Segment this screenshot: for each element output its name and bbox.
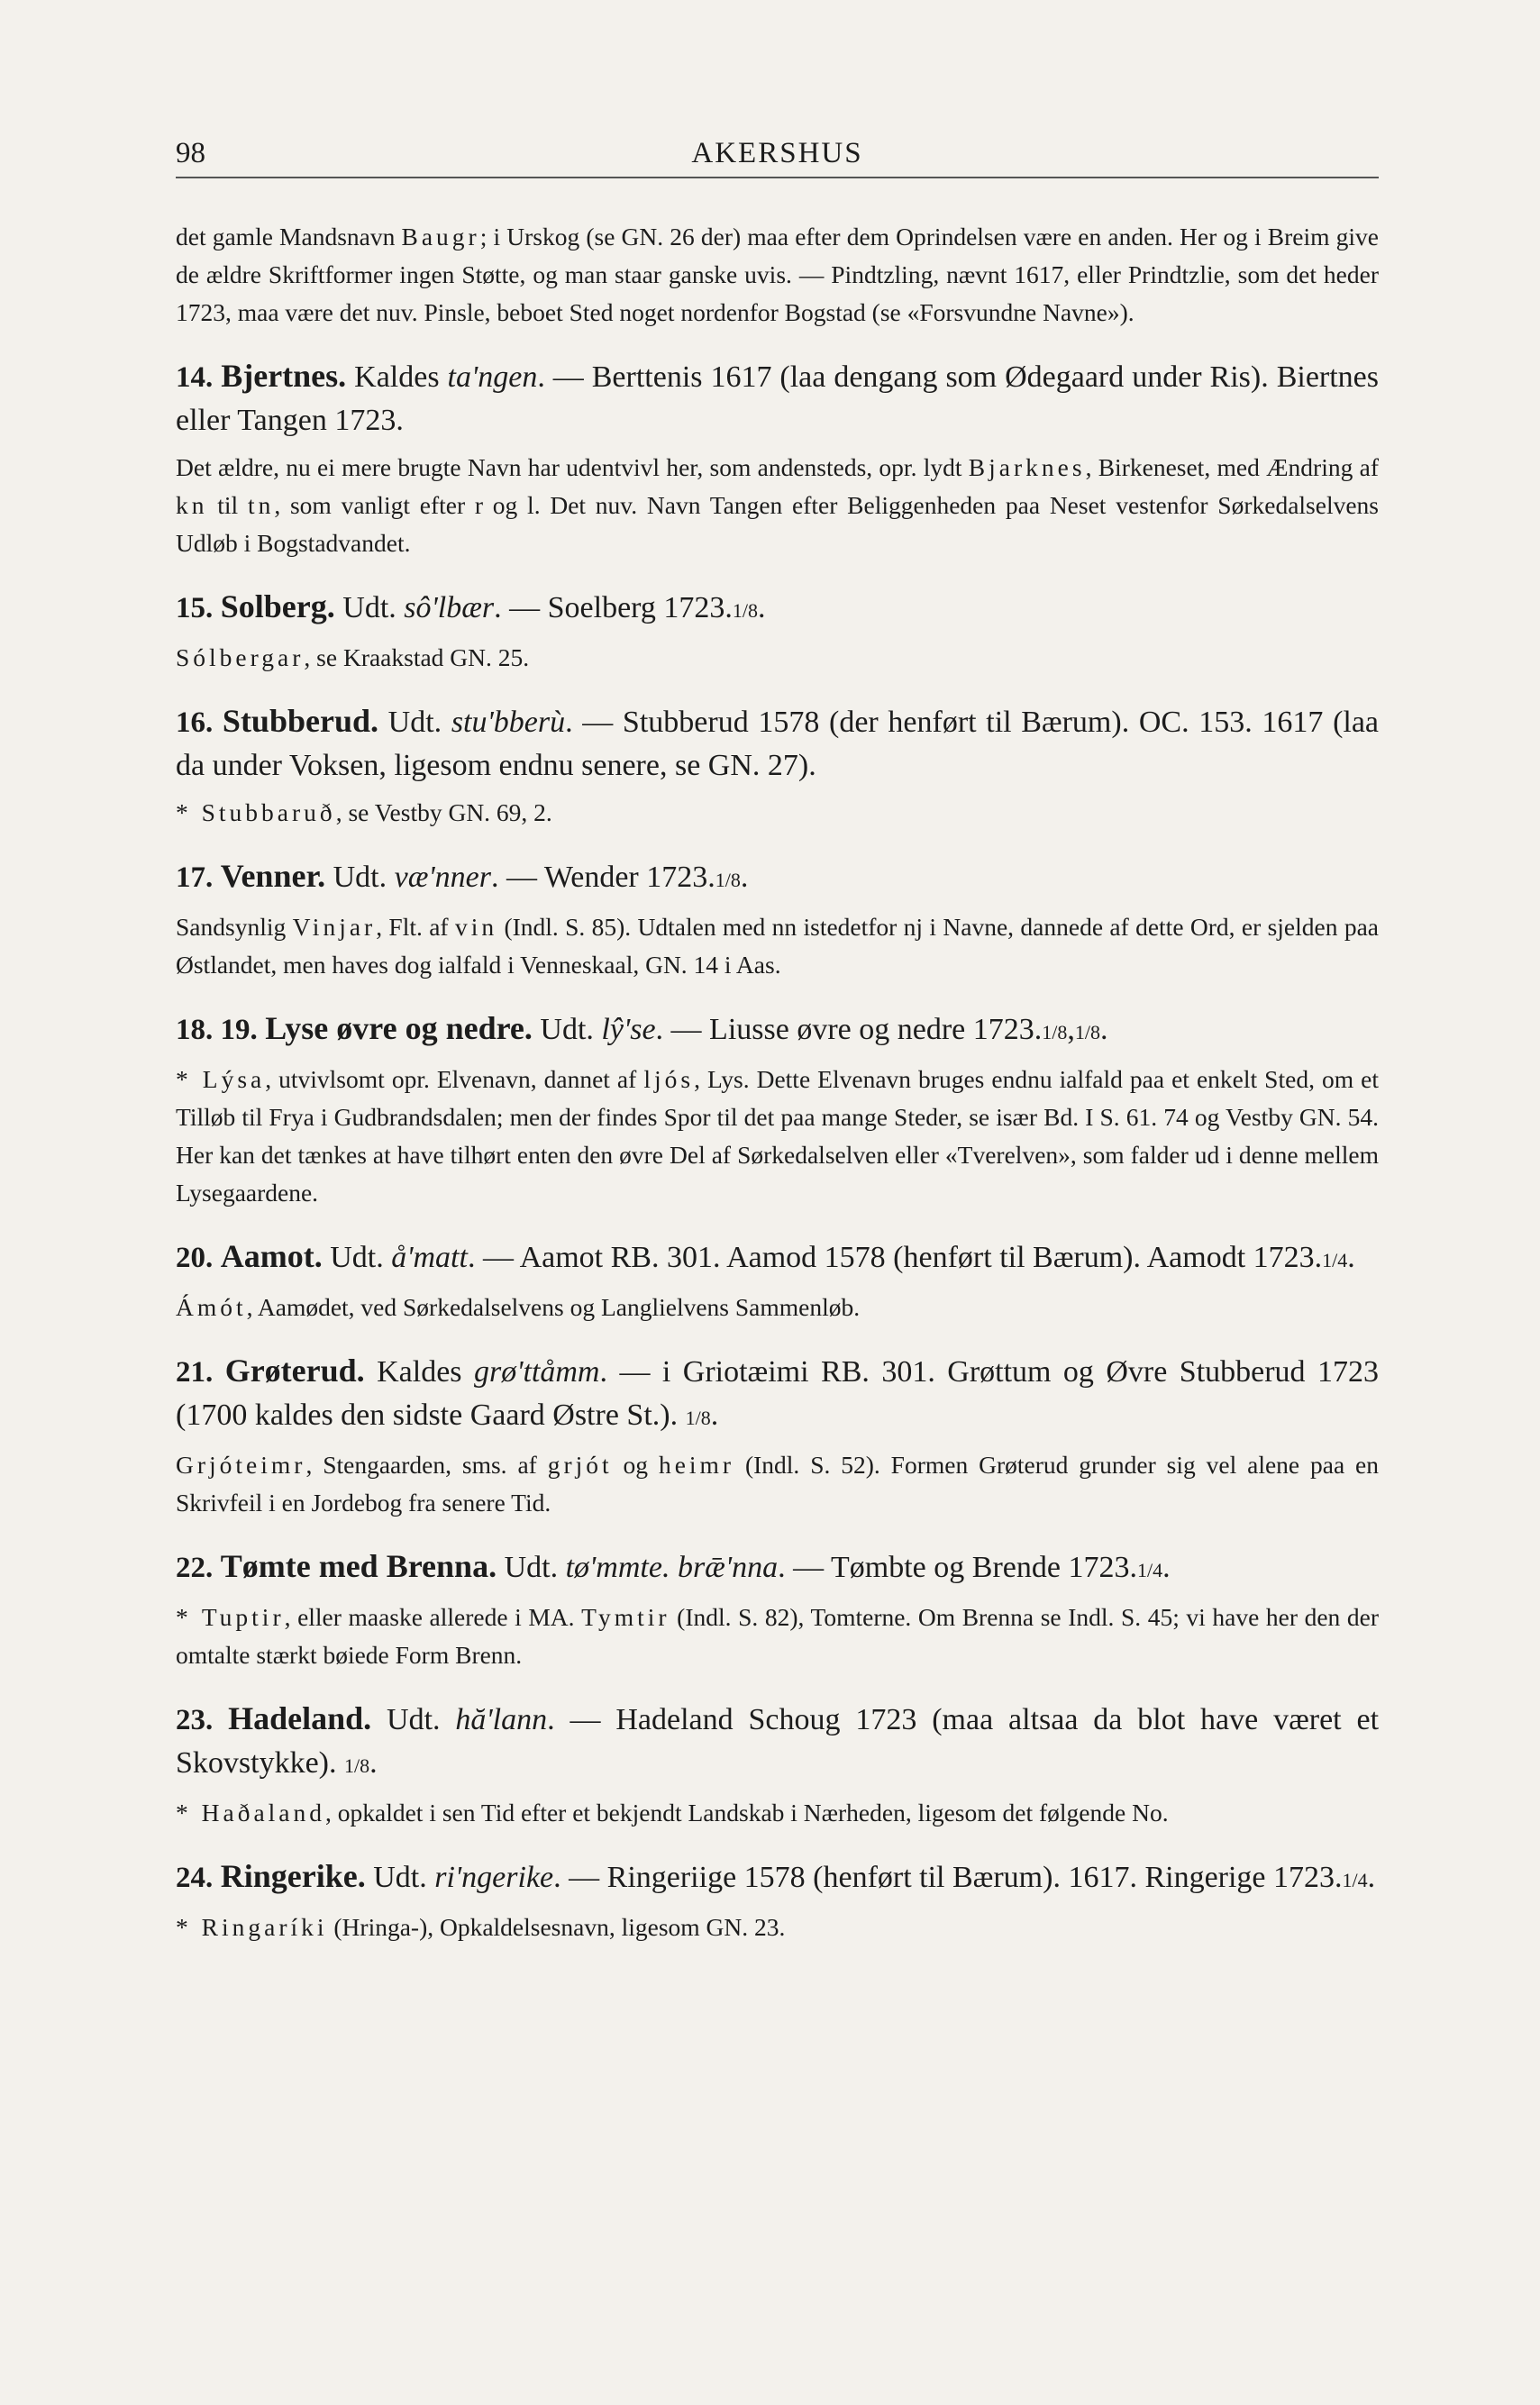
entry-18-19-heading: 18. 19. Lyse øvre og nedre. Udt. lŷ'se. — Liusse øvre og nedre 1723.1/8,1/8. xyxy=(176,1010,1108,1046)
entry-18-19-note: * Lýsa, utvivlsomt opr. Elvenavn, dannet af ljós, Lys. Dette Elvenavn bruges endnu ialfald paa et enkelt Sted, om et Tilløb til Frya i Gudbrandsdalen; men der findes Spor til det paa mange Steder, se især Bd. I S. 61. 74 og Vestby GN. 54. Her kan det tænkes at have tilhørt enten den øvre Del af Sørkedalselven eller «Tverelven», som falder ud i denne mellem Lysegaardene. xyxy=(176,1065,1379,1207)
entry-15-heading: 15. Solberg. Udt. sô'lbær. — Soelberg 1723.1/8. xyxy=(176,588,766,624)
entry-20-note: Ámót, Aamødet, ved Sørkedalselvens og Langlielvens Sammenløb. xyxy=(176,1293,861,1321)
entry-23-heading: 23. Hadeland. Udt. hă'lann. — Hadeland Schoug 1723 (maa altsaa da blot have været et Skovstykke). 1/8. xyxy=(176,1700,1380,1780)
entry-23-note: * Haðaland, opkaldet i sen Tid efter et bekjendt Landskab i Nærheden, ligesom det følgende No. xyxy=(176,1799,1169,1827)
entry-22-note: * Tuptir, eller maaske allerede i MA. Tymtir (Indl. S. 82), Tomterne. Om Brenna se Indl. S. 45; vi have her den der omtalte stærkt bøiede Form Brenn. xyxy=(176,1603,1379,1669)
entry-16-note: * Stubbaruð, se Vestby GN. 69, 2. xyxy=(176,798,552,826)
entry-21-heading: 21. Grøterud. Kaldes grø'ttåmm. — i Griotæimi RB. 301. Grøttum og Øvre Stubberud 1723 (1700 kaldes den sidste Gaard Østre St.). 1/8. xyxy=(176,1353,1379,1432)
page xyxy=(176,135,1379,1946)
entry-24-heading: 24. Ringerike. Udt. ri'ngerike. — Ringeriige 1578 (henført til Bærum). 1617. Ringerige 1723.1/4. xyxy=(176,1858,1376,1894)
intro-paragraph: det gamle Mandsnavn Baugr; i Urskog (se GN. 26 der) maa efter dem Oprindelsen være en anden. Her og i Breim give de ældre Skriftformer ingen Støtte, og man staar ganske uvis. — Pindtzling, nævnt 1617, eller Prindtzlie, som det heder 1723, maa være det nuv. Pinsle, beboet Sted noget nordenfor Bogstad (se «Forsvundne Navne»). xyxy=(176,223,1379,326)
entry-22-heading: 22. Tømte med Brenna. Udt. tø'mmte. brǣ'nna. — Tømbte og Brende 1723.1/4. xyxy=(176,1548,1171,1584)
entry-24-note: * Ringaríki (Hringa-), Opkaldelsesnavn, ligesom GN. 23. xyxy=(176,1913,786,1941)
page-content xyxy=(176,218,1379,1946)
entry-17-heading: 17. Venner. Udt. væ'nner. — Wender 1723.1/8. xyxy=(176,858,749,894)
running-head: AKERSHUS xyxy=(691,137,863,169)
entry-14-note: Det ældre, nu ei mere brugte Navn har udentvivl her, som andensteds, opr. lydt Bjarknes, Birkeneset, med Ændring af kn til tn, som vanligt efter r og l. Det nuv. Navn Tangen efter Beliggenheden paa Neset vestenfor Sørkedalselvens Udløb i Bogstadvandet. xyxy=(176,453,1379,557)
entry-16-heading: 16. Stubberud. Udt. stu'bberù. — Stubberud 1578 (der henført til Bærum). OC. 153. 1617 (laa da under Voksen, ligesom endnu senere, se GN. 27). xyxy=(176,703,1380,782)
page-header xyxy=(176,135,1379,178)
entry-15-note: Sólbergar, se Kraakstad GN. 25. xyxy=(176,643,530,671)
entry-17-note: Sandsynlig Vinjar, Flt. af vin (Indl. S. 85). Udtalen med nn istedetfor nj i Navne, dannede af dette Ord, er sjelden paa Østlandet, men haves dog ialfald i Venneskaal, GN. 14 i Aas. xyxy=(176,913,1379,979)
entry-20-heading: 20. Aamot. Udt. å'matt. — Aamot RB. 301. Aamod 1578 (henført til Bærum). Aamodt 1723.1/4. xyxy=(176,1238,1355,1274)
entry-21-note: Grjóteimr, Stengaarden, sms. af grjót og heimr (Indl. S. 52). Formen Grøterud grunder sig vel alene paa en Skrivfeil i en Jordebog fra senere Tid. xyxy=(176,1451,1380,1517)
entry-14-heading: 14. Bjertnes. Kaldes ta'ngen. — Berttenis 1617 (laa dengang som Ødegaard under Ris). Biertnes eller Tangen 1723. xyxy=(176,358,1380,437)
page-number: 98 xyxy=(176,137,205,169)
